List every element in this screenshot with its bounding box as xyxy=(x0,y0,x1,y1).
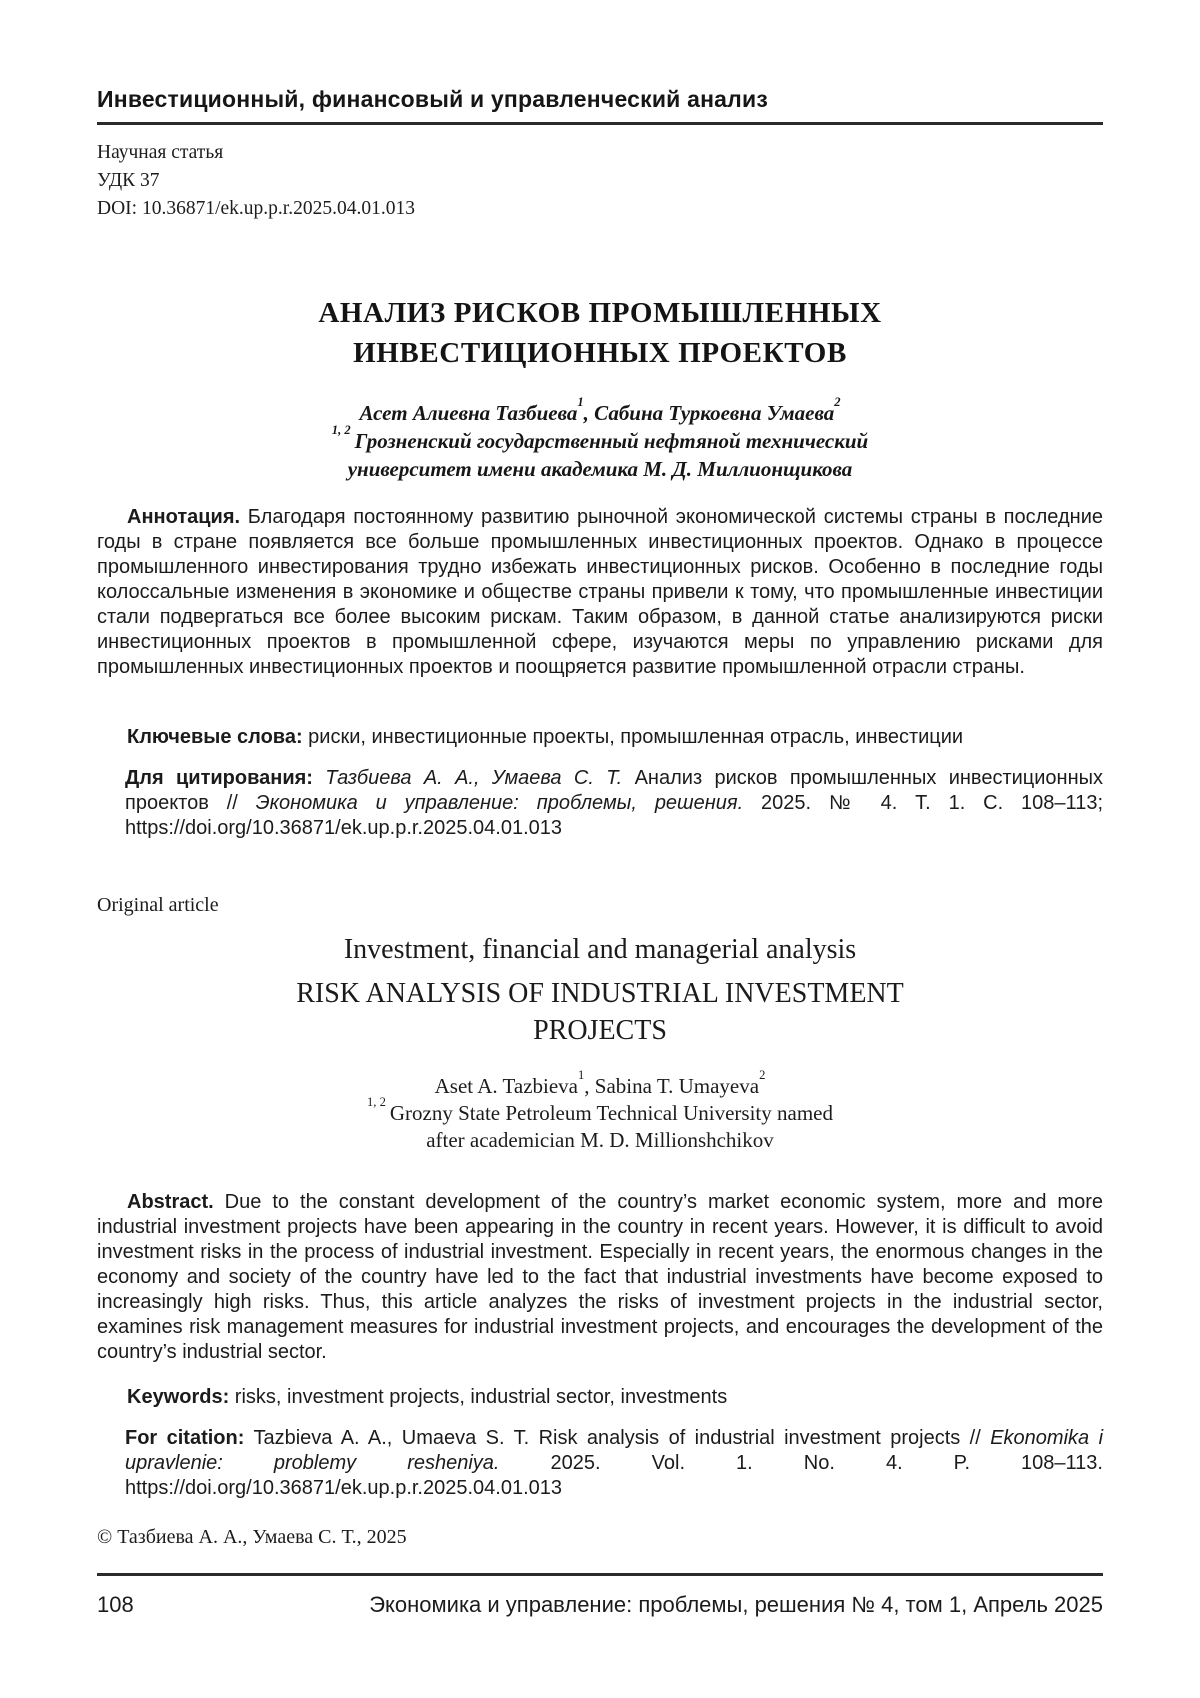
author-en-1-superscript: 1 xyxy=(578,1068,585,1083)
footer-row xyxy=(97,1592,1103,1618)
article-title-en xyxy=(97,975,1103,1049)
citation-en xyxy=(125,1426,1103,1501)
footer-journal-line: Экономика и управление: проблемы, решения № 4, том 1, Апрель 2025 xyxy=(369,1592,1103,1617)
affiliation-en-line1: $^{1, 2}$ Grozny State Petroleum Technical University named xyxy=(367,1095,833,1125)
author-ru-2: Сабина Туркоевна Умаева xyxy=(594,401,835,425)
citation-en-label: For citation: xyxy=(125,1427,245,1449)
page-footer xyxy=(97,1573,1103,1618)
author-en-2-superscript: 2 xyxy=(759,1068,766,1083)
abstract-ru-label: Аннотация. xyxy=(127,506,241,528)
citation-ru-journal: Экономика и управление: проблемы, решения. xyxy=(255,792,744,814)
keywords-en-text: risks, investment projects, industrial sector, investments xyxy=(229,1386,728,1408)
abstract-ru-text: Благодаря постоянному развитию рыночной экономической системы страны в последние годы в стране появляется все больше промышленных инвестиционных проектов. Однако в процессе промышленного инвестирования трудно избежать инвестиционных рисков. Особенно в последние годы колоссальные изменения в экономике и обществе страны привели к тому, что промышленные инвестиции стали подвергаться все более высоким рискам. Таким образом, в данной статье анализируются риски инвестиционных проектов в промышленной сфере, изучаются меры по управлению рисками для промышленных инвестиционных проектов и поощряется развитие промышленной отрасли страны. xyxy=(97,506,1103,678)
affiliation-ru xyxy=(97,423,1103,483)
article-title-ru-line1: АНАЛИЗ РИСКОВ ПРОМЫШЛЕННЫХ xyxy=(318,297,882,329)
affiliation-en-superscript: 1, 2 xyxy=(367,1095,386,1110)
authors-en-separator: , xyxy=(584,1074,595,1098)
citation-en-tail: 2025. Vol. 1. No. 4. P. 108–113. https://doi.org/10.36871/ek.up.p.r.2025.04.01.013 xyxy=(125,1452,1103,1499)
author-ru-1-superscript: 1 xyxy=(577,395,584,410)
udk-code: УДК 37 xyxy=(97,170,160,191)
keywords-ru xyxy=(97,725,1103,750)
affiliation-ru-line1: $^{1, 2}$ Грозненский государственный нефтяной технический xyxy=(331,423,869,453)
article-meta xyxy=(97,139,1103,223)
doi-line: DOI: 10.36871/ek.up.p.r.2025.04.01.013 xyxy=(97,198,415,219)
citation-ru-authors: Тазбиева А. А., Умаева С. Т. xyxy=(312,767,635,789)
citation-ru-tail: 2025. № 4. Т. 1. С. 108–113; https://doi.org/10.36871/ek.up.p.r.2025.04.01.013 xyxy=(125,792,1103,839)
author-en-2: Sabina T. Umayeva xyxy=(594,1074,760,1098)
footer-divider xyxy=(97,1573,1103,1576)
header-divider xyxy=(97,122,1103,125)
abstract-en-text: Due to the constant development of the country’s market economic system, more and more industrial investment projects have been appearing in the country in recent years. However, it is difficult to avoid investment risks in the process of industrial investment. Especially in recent years, the enormous changes in the economy and society of the country have led to the fact that industrial investments have become exposed to increasingly high risks. Thus, this article analyzes the risks of investment projects in the industrial sector, examines risk management measures for industrial investment projects, and encourages the development of the country’s industrial sector. xyxy=(97,1191,1103,1363)
section-title-en: Investment, financial and managerial analysis xyxy=(343,934,857,965)
article-title-ru-line2: ИНВЕСТИЦИОННЫХ ПРОЕКТОВ xyxy=(353,337,847,369)
citation-ru-title: Анализ рисков промышленных инвестиционных проектов // xyxy=(125,767,1103,814)
author-ru-1: Асет Алиевна Тазбиева xyxy=(359,401,578,425)
keywords-en xyxy=(97,1385,1103,1410)
copyright-line: © Тазбиева А. А., Умаева С. Т., 2025 xyxy=(97,1526,407,1548)
page-number: 108 xyxy=(97,1592,134,1617)
citation-en-journal: Ekonomika i upravlenie: problemy resheniya. xyxy=(125,1427,1104,1474)
authors-ru xyxy=(97,395,1103,427)
author-en-1: Aset A. Tazbieva xyxy=(434,1074,578,1098)
keywords-en-label: Keywords: xyxy=(127,1386,230,1408)
affiliation-en xyxy=(97,1095,1103,1154)
article-title-en-line1: RISK ANALYSIS OF INDUSTRIAL INVESTMENT xyxy=(296,978,904,1009)
authors-en xyxy=(97,1068,1103,1100)
citation-en-authors: Tazbieva A. A., Umaeva S. T. xyxy=(244,1427,539,1449)
abstract-ru xyxy=(97,505,1103,705)
authors-ru-separator: , xyxy=(583,401,595,425)
affiliation-ru-line2: университет имени академика М. Д. Миллионщикова xyxy=(347,457,853,481)
running-head: Инвестиционный, финансовый и управленческий анализ xyxy=(97,86,768,112)
affiliation-en-line2: after academician M. D. Millionshchikov xyxy=(426,1128,774,1152)
article-title-en-line2: PROJECTS xyxy=(533,1015,667,1046)
abstract-en xyxy=(97,1190,1103,1365)
citation-ru-label: Для цитирования: xyxy=(125,767,313,789)
citation-en-title: Risk analysis of industrial investment projects // xyxy=(538,1427,991,1449)
original-article-label: Original article xyxy=(97,894,219,916)
abstract-en-label: Abstract. xyxy=(127,1191,214,1213)
article-type: Научная статья xyxy=(97,142,224,163)
affiliation-ru-superscript: 1, 2 xyxy=(331,423,351,438)
keywords-ru-label: Ключевые слова: xyxy=(127,726,303,748)
keywords-ru-text: риски, инвестиционные проекты, промышленная отрасль, инвестиции xyxy=(302,726,964,748)
citation-ru xyxy=(125,766,1103,841)
article-title-ru xyxy=(97,293,1103,373)
author-ru-2-superscript: 2 xyxy=(834,395,841,410)
